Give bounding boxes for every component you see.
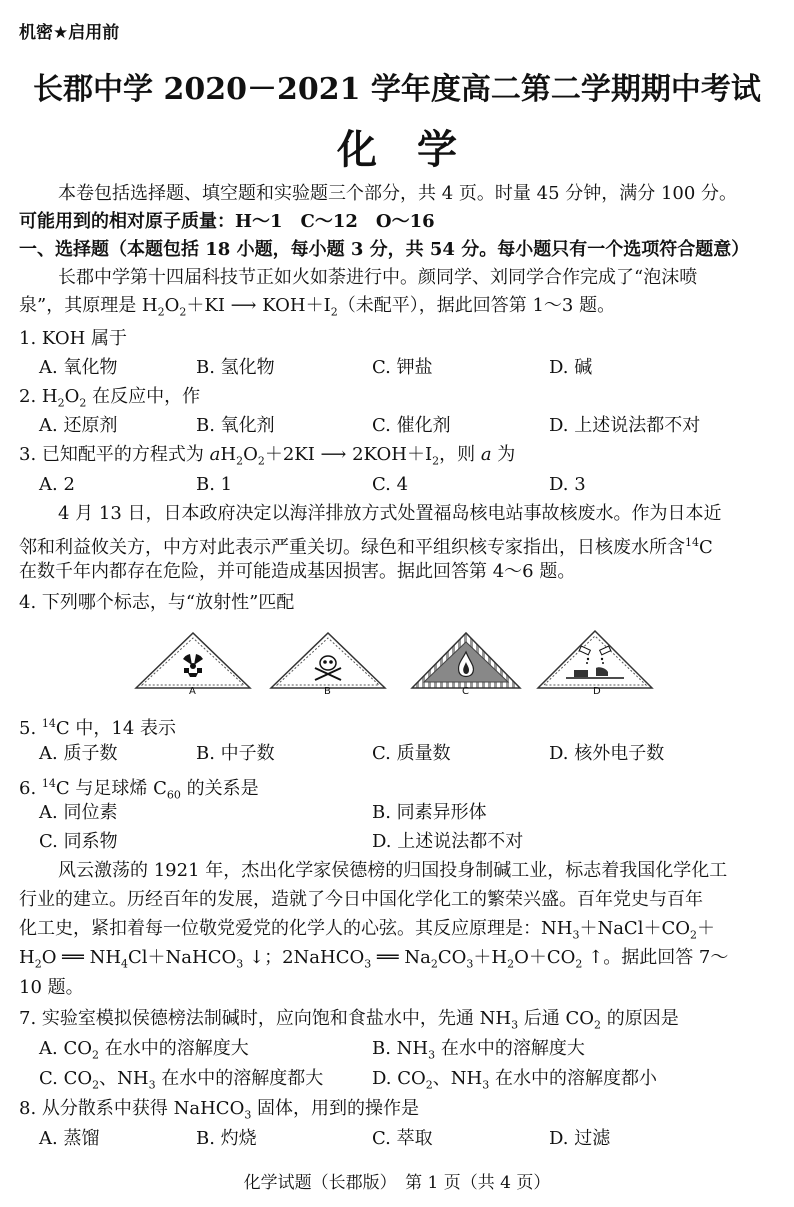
atomic-mass-note: 可能用到的相对原子质量：H～1 C～12 O～16: [19, 211, 435, 232]
passage3-line2: 行业的建立。历经百年的发展，造就了今日中国化学化工的繁荣兴盛。百年党史与百年: [19, 889, 703, 910]
q7-option-c: C. $CO_2$、$NH_3$ 在水中的溶解度都大: [39, 1068, 324, 1092]
q1-option-d: D. 碱: [549, 357, 593, 378]
question-6-stem: 6. $^{14}$C 与足球烯 $C_{60}$ 的关系是: [19, 777, 259, 802]
q5-option-d: D. 核外电子数: [549, 743, 665, 764]
exam-title: 长郡中学 2020－2021 学年度高二第二学期期中考试: [33, 72, 761, 107]
sign-label-c: C: [462, 686, 469, 697]
q3-option-c: C. 4: [372, 474, 409, 495]
sign-label-a: A: [189, 686, 196, 697]
q5-option-a: A. 质子数: [39, 743, 118, 764]
hazard-sign-b: [269, 630, 387, 697]
q5-option-b: B. 中子数: [196, 743, 275, 764]
passage3-line5: 10 题。: [19, 977, 84, 998]
q6-option-b: B. 同素异形体: [372, 802, 487, 823]
q6-option-a: A. 同位素: [39, 802, 118, 823]
passage1-line1: 长郡中学第十四届科技节正如火如荼进行中。颜同学、刘同学合作完成了“泡沫喷: [58, 267, 698, 288]
q1-option-b: B. 氢化物: [196, 357, 275, 378]
question-7-stem: 7. 实验室模拟侯德榜法制碱时，应向饱和食盐水中，先通 $NH_3$ 后通 $CO_2$ 的原因是: [19, 1008, 679, 1032]
question-2-stem: 2. $H_2O_2$ 在反应中，作: [19, 386, 201, 410]
q8-option-d: D. 过滤: [549, 1128, 611, 1149]
q2-option-c: C. 催化剂: [372, 415, 451, 436]
passage2-line3: 在数千年内都存在危险，并可能造成基因损害。据此回答第 4～6 题。: [19, 561, 576, 582]
passage1-line2: 泉”，其原理是 $H_2O_2+KI$ ⟶ $KOH+I_2$（未配平），据此回答第 1～3 题。: [19, 295, 616, 319]
sign-label-b: B: [324, 686, 331, 697]
q7-option-b: B. $NH_3$ 在水中的溶解度大: [372, 1038, 585, 1062]
question-5-stem: 5. $^{14}$C 中，14 表示: [19, 717, 177, 739]
confidential-label: 机密★启用前: [19, 23, 120, 43]
q3-option-a: A. 2: [39, 474, 75, 495]
subject-title: 化 学: [337, 126, 457, 173]
q1-option-a: A. 氧化物: [39, 357, 118, 378]
q8-option-c: C. 萃取: [372, 1128, 433, 1149]
q2-option-a: A. 还原剂: [39, 415, 118, 436]
q2-option-b: B. 氧化剂: [196, 415, 275, 436]
question-3-stem: 3. 已知配平的方程式为 $aH_2O_2+2KI$ ⟶ $2KOH+I_2$，则 a 为: [19, 444, 516, 468]
q6-option-d: D. 上述说法都不对: [372, 831, 524, 852]
q1-option-c: C. 钾盐: [372, 357, 433, 378]
sign-label-d: D: [593, 686, 601, 697]
question-8-stem: 8. 从分散系中获得 NaHCO$_3$ 固体，用到的操作是: [19, 1098, 420, 1122]
hazard-sign-c: [410, 630, 522, 697]
section-heading: 一、选择题（本题包括 18 小题，每小题 3 分，共 54 分。每小题只有一个选项符合题意）: [19, 239, 750, 260]
passage2-line1: 4 月 13 日，日本政府决定以海洋排放方式处置福岛核电站事故核废水。作为日本近: [58, 503, 722, 524]
q7-option-a: A. $CO_2$ 在水中的溶解度大: [39, 1038, 249, 1062]
question-1-stem: 1. KOH 属于: [19, 328, 128, 349]
q7-option-d: D. $CO_2$、$NH_3$ 在水中的溶解度都小: [372, 1068, 657, 1092]
passage3-line1: 风云激荡的 1921 年，杰出化学家侯德榜的归国投身制碱工业，标志着我国化学化工: [58, 860, 728, 881]
q3-option-b: B. 1: [196, 474, 233, 495]
q8-option-a: A. 蒸馏: [39, 1128, 100, 1149]
page-footer: 化学试题（长郡版） 第 1 页（共 4 页）: [243, 1173, 551, 1193]
question-4-stem: 4. 下列哪个标志，与“放射性”匹配: [19, 592, 295, 613]
q6-option-c: C. 同系物: [39, 831, 118, 852]
hazard-sign-d: [536, 628, 654, 697]
hazard-sign-a: [134, 630, 252, 697]
exam-intro: 本卷包括选择题、填空题和实验题三个部分，共 4 页。时量 45 分钟，满分 100 分。: [58, 183, 738, 204]
q3-option-d: D. 3: [549, 474, 586, 495]
q2-option-d: D. 上述说法都不对: [549, 415, 701, 436]
passage3-line4: $H_2O$ ══ $NH_4Cl+NaHCO_3$ ↓；2NaHCO$_3$ ══ $Na_2CO_3+H_2O+CO_2$ ↑。据此回答 7～: [19, 947, 729, 971]
passage3-line3: 化工史，紧扣着每一位敬党爱党的化学人的心弦。其反应原理是：$NH_3+NaCl+CO_2+$: [19, 918, 715, 942]
q8-option-b: B. 灼烧: [196, 1128, 257, 1149]
passage2-line2: 邻和利益攸关方，中方对此表示严重关切。绿色和平组织核专家指出，日核废水所含$^{14}$C: [19, 536, 713, 558]
q5-option-c: C. 质量数: [372, 743, 451, 764]
